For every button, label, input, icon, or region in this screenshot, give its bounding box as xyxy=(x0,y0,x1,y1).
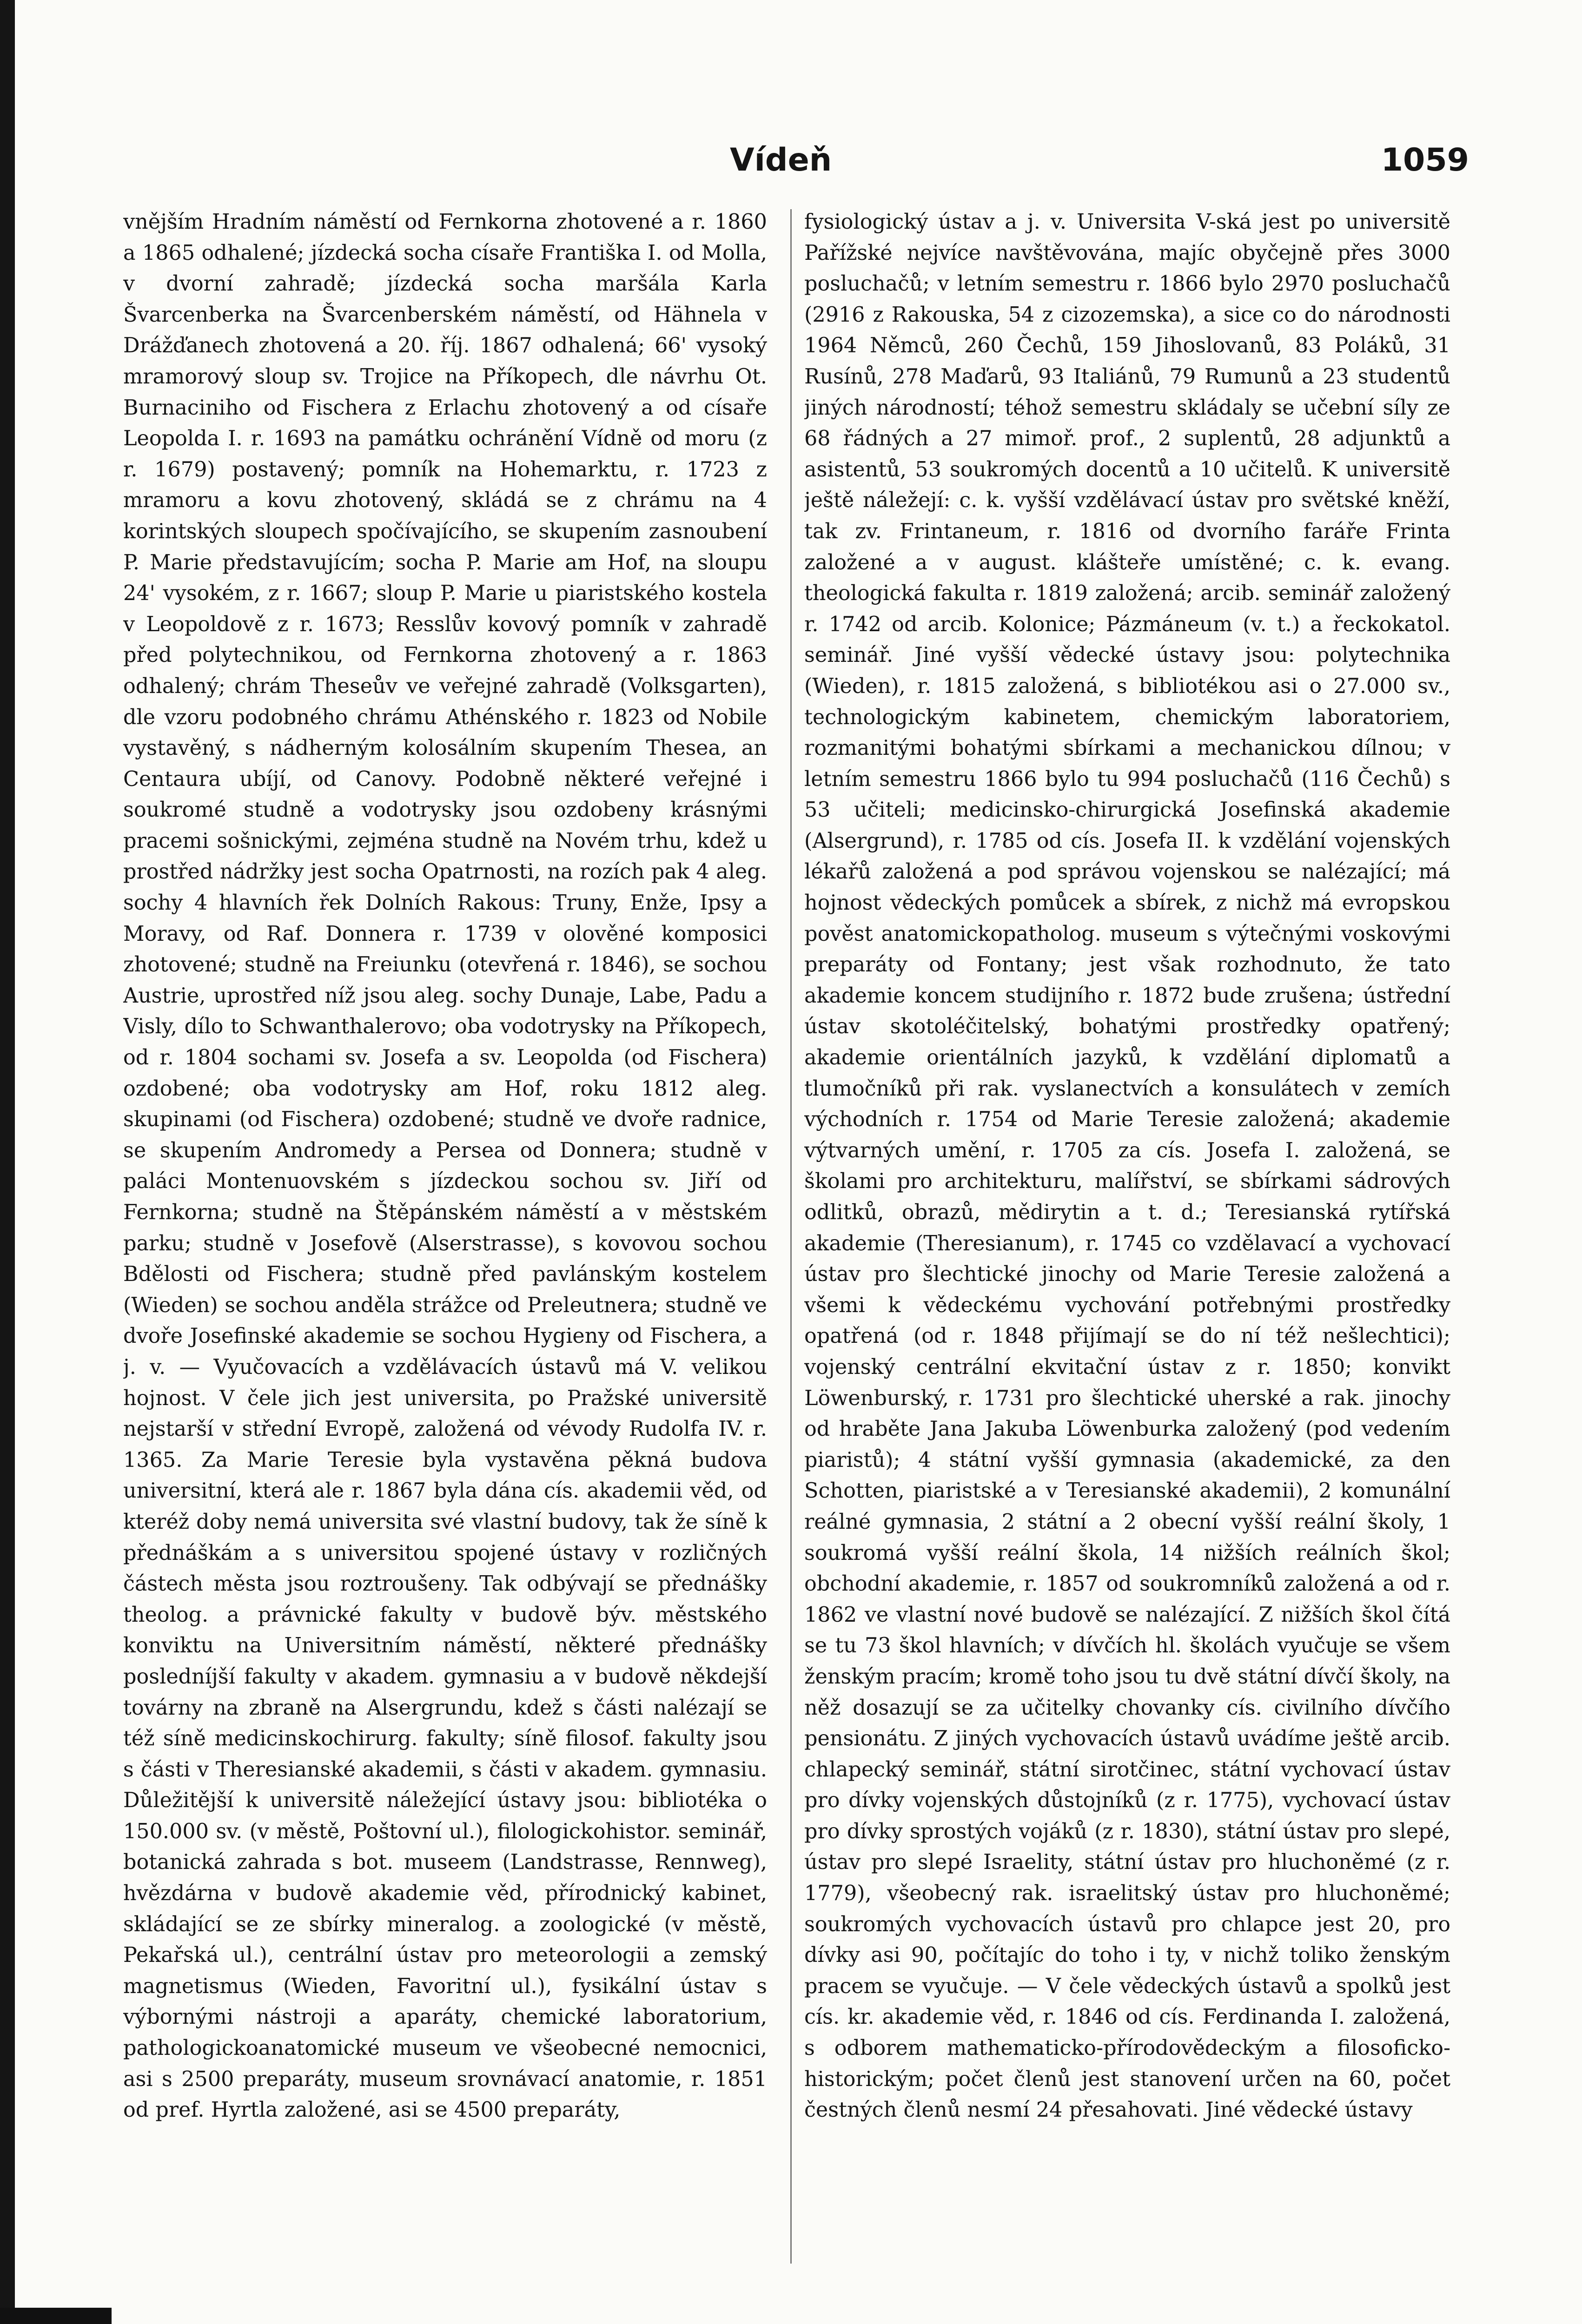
running-title: Vídeň xyxy=(730,142,832,178)
column-divider xyxy=(790,209,792,2264)
text-column-left: vnějším Hradním náměstí od Fernkorna zhotovené a r. 1860 a 1865 odhalené; jízdecká socha císaře Františka I. od Molla, v dvorní zahradě; jízdecká socha maršála Karla Švarcenberka na Švarcenberském náměstí, od Hähnela v Drážďanech zhotovená a 20. říj. 1867 odhalená; 66' vysoký mramorový sloup sv. Trojice na Příkopech, dle návrhu Ot. Burnaciniho od Fischera z Erlachu zhotovený a od císaře Leopolda I. r. 1693 na památku ochránění Vídně od moru (z r. 1679) postavený; pomník na Hohemarktu, r. 1723 z mramoru a kovu zhotovený, skládá se z chrámu na 4 korintských sloupech spočívajícího, se skupením zasnoubení P. Marie představujícím; socha P. Marie am Hof, na sloupu 24' vysokém, z r. 1667; sloup P. Marie u piaristského kostela v Leopoldově z r. 1673; Resslův kovový pomník v zahradě před polytechnikou, od Fernkorna zhotovený a r. 1863 odhalený; chrám Theseův ve veřejné zahradě (Volksgarten), dle vzoru podobného chrámu Athénského r. 1823 od Nobile vystavěný, s nádherným kolosálním skupením Thesea, an Centaura ubíjí, od Canovy. Podobně některé veřejné i soukromé studně a vodotrysky jsou ozdobeny krásnými pracemi sošnickými, zejména studně na Novém trhu, kdež u prostřed nádržky jest socha Opatrnosti, na rozích pak 4 aleg. sochy 4 hlavních řek Dolních Rakous: Truny, Enže, Ipsy a Moravy, od Raf. Donnera r. 1739 v olověné komposici zhotovené; studně na Freiunku (otevřená r. 1846), se sochou Austrie, uprostřed níž jsou aleg. sochy Dunaje, Labe, Padu a Visly, dílo to Schwanthalerovo; oba vodotrysky na Příkopech, od r. 1804 sochami sv. Josefa a sv. Leopolda (od Fischera) ozdobené; oba vodotrysky am Hof, roku 1812 aleg. skupinami (od Fischera) ozdobené; studně ve dvoře radnice, se skupením Andromedy a Persea od Donnera; studně v paláci Montenuovském s jízdeckou sochou sv. Jiří od Fernkorna; studně na Štěpánském náměstí a v městském parku; studně v Josefově (Alserstrasse), s kovovou sochou Bdělosti od Fischera; studně před pavlánským kostelem (Wieden) se sochou anděla strážce od Preleutnera; studně ve dvoře Josefinské akademie se sochou Hygieny od Fischera, a j. v. — Vyučovacích a vzdělávacích ústavů má V. velikou hojnost. V čele jich jest universita, po Pražské universitě nejstarší v střední Evropě, založená od vévody Rudolfa IV. r. 1365. Za Marie Teresie byla vystavěna pěkná budova universitní, která ale r. 1867 byla dána cís. akademii věd, od kteréž doby nemá universita své vlastní budovy, tak že síně k přednáškám a s universitou spojené ústavy v rozličných částech města jsou roztroušeny. Tak odbývají se přednášky theolog. a právnické fakulty v budově býv. městského konviktu na Universitním náměstí, některé přednášky posledníjší fakulty v akadem. gymnasiu a v budově někdejší továrny na zbraně na Alsergrundu, kdež s části nalézají se též síně medicinskochirurg. fakulty; síně filosof. fakulty jsou s části v Theresianské akademii, s části v akadem. gymnasiu. Důležitější k universitě náležející ústavy jsou: bibliotéka o 150.000 sv. (v městě, Poštovní ul.), filologickohistor. seminář, botanická zahrada s bot. museem (Landstrasse, Rennweg), hvězdárna v budově akademie věd, přírodnický kabinet, skládající se ze sbírky mineralog. a zoologické (v městě, Pekařská ul.), centrální ústav pro meteorologii a zemský magnetismus (Wieden, Favoritní ul.), fysikální ústav s výbornými nástroji a aparáty, chemické laboratorium, pathologickoanatomické museum ve všeobecné nemocnici, asi s 2500 preparáty, museum srovnávací anatomie, r. 1851 od pref. Hyrtla založené, asi se 4500 preparáty, xyxy=(123,210,767,2122)
text-column-right: fysiologický ústav a j. v. Universita V-ská jest po universitě Pařížské nejvíce navštěvována, majíc obyčejně přes 3000 posluchačů; v letním semestru r. 1866 bylo 2970 posluchačů (2916 z Rakouska, 54 z cizozemska), a sice co do národnosti 1964 Němců, 260 Čechů, 159 Jihoslovanů, 83 Poláků, 31 Rusínů, 278 Maďarů, 93 Italiánů, 79 Rumunů a 23 studentů jiných národností; téhož semestru skládaly se učební síly ze 68 řádných a 27 mimoř. prof., 2 suplentů, 28 adjunktů a asistentů, 53 soukromých docentů a 10 učitelů. K universitě ještě náležejí: c. k. vyšší vzdělávací ústav pro světské kněží, tak zv. Frintaneum, r. 1816 od dvorního faráře Frinta založené a v august. klášteře umístěné; c. k. evang. theologická fakulta r. 1819 založená; arcib. seminář založený r. 1742 od arcib. Kolonice; Pázmáneum (v. t.) a řeckokatol. seminář. Jiné vyšší vědecké ústavy jsou: polytechnika (Wieden), r. 1815 založená, s bibliotékou asi o 27.000 sv., technologickým kabinetem, chemickým laboratoriem, rozmanitými bohatými sbírkami a mechanickou dílnou; v letním semestru 1866 bylo tu 994 posluchačů (116 Čechů) s 53 učiteli; medicinsko-chirurgická Josefinská akademie (Alsergrund), r. 1785 od cís. Josefa II. k vzdělání vojenských lékařů založená a pod správou vojenskou se nalézající; má hojnost vědeckých pomůcek a sbírek, z nichž má evropskou pověst anatomickopatholog. museum s výtečnými voskovými preparáty od Fontany; jest však rozhodnuto, že tato akademie koncem studijního r. 1872 bude zrušena; ústřední ústav skotoléčitelský, bohatými prostředky opatřený; akademie orientálních jazyků, k vzdělání diplomatů a tlumočníků při rak. vyslanectvích a konsulátech v zemích východních r. 1754 od Marie Teresie založená; akademie výtvarných umění, r. 1705 za cís. Josefa I. založená, se školami pro architekturu, malířství, se sbírkami sádrových odlitků, obrazů, mědirytin a t. d.; Teresianská rytířská akademie (Theresianum), r. 1745 co vzdělavací a vychovací ústav pro šlechtické jinochy od Marie Teresie založená a všemi k vědeckému vychování potřebnými prostředky opatřená (od r. 1848 přijímají se do ní též nešlechtici); vojenský centrální ekvitační ústav z r. 1850; konvikt Löwenburský, r. 1731 pro šlechtické uherské a rak. jinochy od hraběte Jana Jakuba Löwenburka založený (pod vedením piaristů); 4 státní vyšší gymnasia (akademické, za den Schotten, piaristské a v Teresianské akademii), 2 komunální reálné gymnasia, 2 státní a 2 obecní vyšší reální školy, 1 soukromá vyšší reální škola, 14 nižších reálních škol; obchodní akademie, r. 1857 od soukromníků založená a od r. 1862 ve vlastní nové budově se nalézající. Z nižších škol čítá se tu 73 škol hlavních; v dívčích hl. školách vyučuje se všem ženským pracím; kromě toho jsou tu dvě státní dívčí školy, na něž dosazují se za učitelky chovanky cís. civilního dívčího pensionátu. Z jiných vychovacích ústavů uvádíme ještě arcib. chlapecký seminář, státní sirotčinec, státní vychovací ústav pro dívky vojenských důstojníků (z r. 1775), vychovací ústav pro dívky sprostých vojáků (z r. 1830), státní ústav pro slepé, ústav pro slepé Israelity, státní ústav pro hluchoněmé (z r. 1779), všeobecný rak. israelitský ústav pro hluchoněmé; soukromých vychovacích ústavů pro chlapce jest 20, pro dívky asi 90, počítajíc do toho i ty, v nichž toliko ženským pracem se vyučuje. — V čele vědeckých ústavů a spolků jest cís. kr. akademie věd, r. 1846 od cís. Ferdinanda I. založená, s odborem mathematicko-přírodovědeckým a filosoficko-historickým; počet členů jest stanovení určen na 60, počet čestných členů nesmí 24 přesahovati. Jiné vědecké ústavy xyxy=(804,210,1450,2122)
page-number: 1059 xyxy=(1381,142,1469,178)
scan-frame-corner xyxy=(0,2308,112,2324)
page-header xyxy=(121,142,1469,193)
scan-frame-edge xyxy=(0,0,15,2324)
